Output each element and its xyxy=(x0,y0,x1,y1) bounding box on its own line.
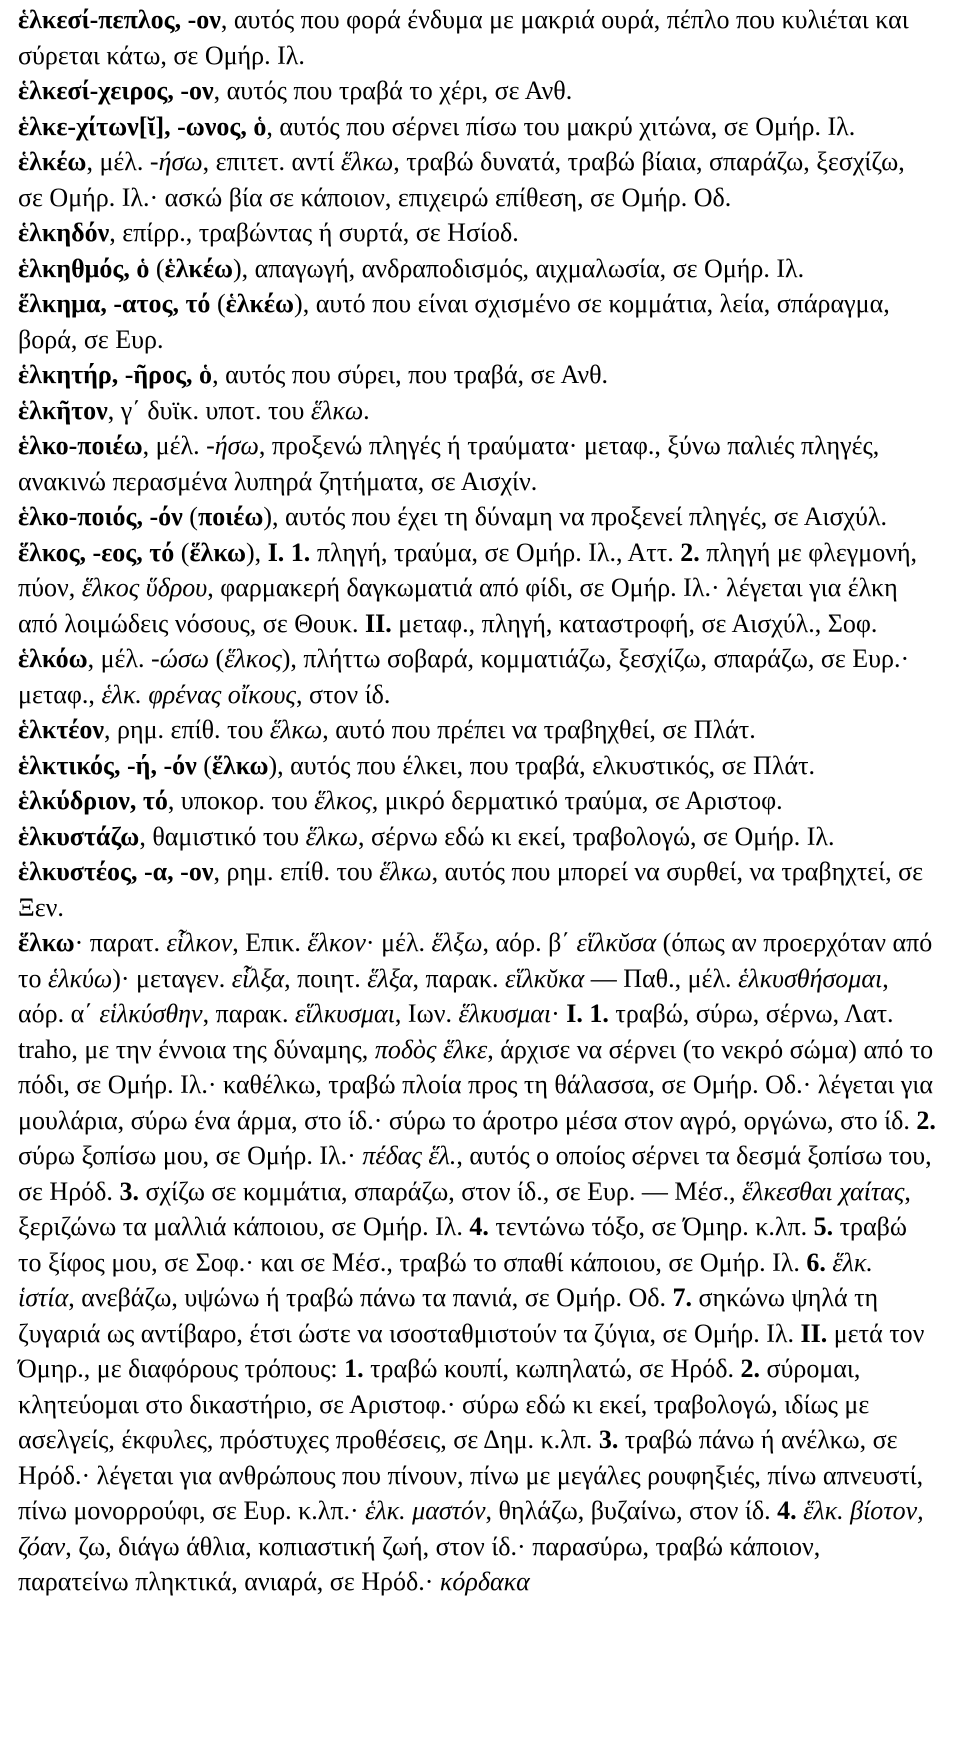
entry-italic-text: ἕλξα xyxy=(367,963,413,993)
entry-italic-text: ἕλξω xyxy=(431,928,483,957)
entry-headword: ἑλκόω xyxy=(18,644,88,673)
entry-bold-text: 6. xyxy=(806,1247,826,1277)
entry-text: , στον ίδ. xyxy=(295,679,391,709)
entry-italic-text: ἕλκω xyxy=(310,395,364,425)
entry-italic-text: πέδας ἕλ. xyxy=(362,1141,457,1170)
dictionary-entry xyxy=(18,819,936,855)
entry-italic-text: ἑλκύω xyxy=(47,963,113,993)
dictionary-page xyxy=(18,2,936,1600)
entry-text: τραβώ το ξίφος μου, σε Σοφ.· και σε Μέσ., τραβώ το σπαθί κάποιου, σε Ομήρ. Ιλ. xyxy=(18,1212,907,1277)
entry-headword: ἑλκυστέος, -α, -ον xyxy=(18,857,214,886)
dictionary-entry xyxy=(18,428,936,499)
entry-text: , ρημ. επίθ. του xyxy=(104,715,270,744)
entry-bold-text: 7. xyxy=(672,1283,692,1312)
dictionary-entry xyxy=(18,748,936,784)
entry-bold-text: 4. xyxy=(777,1496,797,1525)
entry-italic-text: ἕλκω xyxy=(340,147,394,176)
entry-text: , παρακ. xyxy=(412,963,505,993)
entry-text: , αυτός που σύρει, που τραβά, σε Ανθ. xyxy=(212,360,609,389)
entry-text: · xyxy=(551,999,567,1028)
entry-text: , αυτός που σέρνει πίσω του μακρύ χιτώνα, σε Ομήρ. Ιλ. xyxy=(266,111,856,141)
entry-bold-text: 5. xyxy=(813,1212,834,1241)
entry-italic-text: ἕλκω xyxy=(305,821,358,851)
entry-text: σχίζω σε κομμάτια, σπαράζω, στον ίδ., σε Ευρ. — Μέσ., xyxy=(138,1176,742,1206)
entry-text: , αυτός που τραβά το χέρι, σε Ανθ. xyxy=(213,76,573,105)
entry-bold-text: 2. xyxy=(916,1105,936,1135)
entry-italic-text: ἕλκ. βίοτον, ζόαν xyxy=(18,1496,924,1561)
dictionary-entry xyxy=(18,215,936,251)
entry-headword: ἑλκέω xyxy=(18,147,87,176)
entry-text: ), απαγωγή, ανδραποδισμός, αιχμαλωσία, σε Ομήρ. Ιλ. xyxy=(232,253,805,283)
entry-headword: ἑλκῆτον xyxy=(18,395,108,425)
entry-italic-text: ἕλκος ὕδρου xyxy=(81,573,208,602)
entry-italic-text: ἕλκεσθαι χαίτας xyxy=(741,1176,905,1206)
entry-text: , τραβώ δυνατά, τραβώ βίαια, σπαράζω, ξεσχίζω, σε Ομήρ. Ιλ.· ασκώ βία σε κάποιον, επιχειρώ επίθεση, σε Ομήρ. Οδ. xyxy=(18,147,905,212)
entry-headword: ἑλκυστάζω xyxy=(18,821,140,851)
entry-italic-text: εἵλκυσμαι xyxy=(295,999,395,1028)
entry-text: τεντώνω τόξο, σε Όμηρ. κ.λπ. xyxy=(488,1212,814,1241)
entry-text: , αυτός που μπορεί να συρθεί, να τραβηχτεί, σε Ξεν. xyxy=(18,857,924,922)
entry-text: ( xyxy=(182,502,198,531)
entry-text: , αυτός που φορά ένδυμα με μακριά ουρά, πέπλο που κυλιέται και σύρεται κάτω, σε Ομήρ. Ιλ. xyxy=(18,5,909,70)
dictionary-entry xyxy=(18,854,936,925)
entry-italic-text: -ήσω xyxy=(206,431,259,460)
entry-headword: ἑλκεσί-χειρος, -ον xyxy=(18,76,214,105)
entry-text: τραβώ πάνω ή ανέλκω, σε Ηρόδ.· λέγεται για ανθρώπους που πίνουν, πίνω με μεγάλες ρουφηξιές, πίνω απνευστί, πίνω μονορρούφι, σε Ευρ. κ.λπ.· xyxy=(18,1425,924,1525)
entry-italic-text: ἕλκυσμαι xyxy=(458,999,552,1028)
entry-italic-text: εἷλκον xyxy=(166,928,233,957)
entry-text: ( xyxy=(210,289,226,318)
entry-text: — Παθ., μέλ. xyxy=(584,963,739,993)
entry-text: , ποιητ. xyxy=(284,963,368,993)
entry-text: μεταφ., πληγή, καταστροφή, σε Αισχύλ., Σοφ. xyxy=(391,608,878,638)
entry-italic-text: εἵλκῠκα xyxy=(504,963,585,993)
entry-text: ( xyxy=(174,537,190,567)
entry-italic-text: εἵλκῠσα xyxy=(576,928,657,957)
entry-text: ), αυτός που έχει τη δύναμη να προξενεί πληγές, σε Αισχύλ. xyxy=(263,502,887,531)
entry-italic-text: -ώσω xyxy=(151,644,210,673)
entry-text: )· μεταγεν. xyxy=(112,963,232,993)
dictionary-entry xyxy=(18,286,936,357)
entry-text: ( xyxy=(209,644,225,673)
entry-bold-text: ποιέω xyxy=(197,502,264,531)
dictionary-entry xyxy=(18,357,936,393)
entry-text: τραβώ κουπί, κωπηλατώ, σε Ηρόδ. xyxy=(363,1354,741,1383)
dictionary-entry xyxy=(18,73,936,109)
entry-text: , υποκορ. του xyxy=(167,786,315,815)
entry-bold-text: 3. xyxy=(119,1176,139,1206)
entry-text: (όπως αν προερχόταν από το xyxy=(18,928,933,993)
entry-text: , Επικ. xyxy=(232,928,308,957)
entry-bold-text: II. xyxy=(365,608,392,638)
entry-text: . xyxy=(363,395,370,425)
entry-text: , Ιων. xyxy=(394,999,459,1028)
entry-text: ), αυτό που είναι σχισμένο σε κομμάτια, λεία, σπάραγμα, βορά, σε Ευρ. xyxy=(18,289,890,354)
entry-text: · παρατ. xyxy=(74,928,167,957)
entry-bold-text: I. 1. xyxy=(566,999,609,1028)
dictionary-entry xyxy=(18,2,936,73)
dictionary-entry xyxy=(18,393,936,429)
entry-headword: ἑλκεσί-πεπλος, -ον xyxy=(18,5,221,34)
entry-headword: ἕλκω xyxy=(18,928,75,957)
entry-text: σύρω ξοπίσω μου, σε Ομήρ. Ιλ.· xyxy=(18,1141,363,1170)
entry-text: ), πλήττω σοβαρά, κομματιάζω, ξεσχίζω, σπαράζω, σε Ευρ.· μεταφ., xyxy=(18,644,910,709)
entry-text: , γ΄ δυϊκ. υποτ. του xyxy=(107,395,311,425)
entry-italic-text: ἑλκ. μαστόν xyxy=(365,1496,486,1525)
entry-text: μετά τον Όμηρ., με διαφόρους τρόπους: xyxy=(18,1318,925,1383)
entry-italic-text: κόρδακα xyxy=(439,1567,530,1596)
entry-text: , αόρ. α΄ xyxy=(18,963,889,1028)
dictionary-entry xyxy=(18,109,936,145)
entry-text: , ανεβάζω, υψώνω ή τραβώ πάνω τα πανιά, σε Ομήρ. Οδ. xyxy=(68,1283,673,1312)
entry-text: , μικρό δερματικό τραύμα, σε Αριστοφ. xyxy=(371,786,783,815)
entry-text: πληγή, τραύμα, σε Ομήρ. Ιλ., Αττ. xyxy=(310,537,681,567)
entry-bold-text: 2. xyxy=(740,1354,760,1383)
entry-bold-text: 2. xyxy=(680,537,700,567)
entry-text: , ξεριζώνω τα μαλλιά κάποιου, σε Ομήρ. Ιλ. xyxy=(18,1176,911,1241)
entry-text: , μέλ. xyxy=(86,147,150,176)
entry-headword: ἑλκο-ποιός, -όν xyxy=(18,502,183,531)
entry-headword: ἑλκο-ποιέω xyxy=(18,431,143,460)
entry-text: , σέρνω εδώ κι εκεί, τραβολογώ, σε Ομήρ. Ιλ. xyxy=(357,821,835,851)
entry-text: , ρημ. επίθ. του xyxy=(213,857,380,886)
entry-bold-text: 4. xyxy=(469,1212,489,1241)
dictionary-entry xyxy=(18,925,936,1600)
entry-headword: ἕλκος, -εος, τό xyxy=(18,537,175,567)
entry-text: , μέλ. xyxy=(87,644,152,673)
entry-headword: ἑλκε-χίτων[ῐ], -ωνος, ὁ xyxy=(18,111,267,141)
entry-bold-text: I. 1. xyxy=(267,537,311,567)
entry-text: ), xyxy=(246,537,268,567)
entry-headword: ἑλκητήρ, -ῆρος, ὁ xyxy=(18,360,213,389)
entry-text: τραβώ, σύρω, σέρνω, Λατ. traho, με την έννοια της δύναμης, xyxy=(18,999,894,1064)
entry-italic-text: εἱλκύσθην xyxy=(99,999,203,1028)
entry-headword: ἑλκηθμός, ὁ xyxy=(18,253,150,283)
entry-bold-text: ἕλκω xyxy=(189,537,247,567)
entry-italic-text: ἕλκ. ἱστία xyxy=(18,1247,873,1312)
entry-italic-text: ἕλκον xyxy=(307,928,366,957)
entry-italic-text: -ήσω xyxy=(149,147,203,176)
entry-headword: ἕλκημα, -ατος, τό xyxy=(18,289,211,318)
entry-bold-text: ἑλκέω xyxy=(225,289,295,318)
entry-bold-text: 1. xyxy=(344,1354,364,1383)
entry-text: , προξενώ πληγές ή τραύματα· μεταφ., ξύνω παλιές πληγές, ανακινώ περασμένα λυπηρά ζητήματα, σε Αισχίν. xyxy=(18,431,880,496)
entry-bold-text: ἕλκω xyxy=(211,750,269,780)
entry-text: , επίρρ., τραβώντας ή συρτά, σε Ησίοδ. xyxy=(109,218,519,247)
entry-italic-text: ἕλκω xyxy=(269,715,323,744)
entry-text: , αόρ. β΄ xyxy=(482,928,577,957)
entry-bold-text: II. xyxy=(800,1318,828,1348)
entry-italic-text: ἕλκος xyxy=(224,644,282,673)
entry-headword: ἑλκτικός, -ή, -όν xyxy=(18,750,197,780)
dictionary-entry xyxy=(18,499,936,535)
entry-text: , θηλάζω, βυζαίνω, στον ίδ. xyxy=(485,1496,778,1525)
dictionary-entry xyxy=(18,783,936,819)
entry-text: , παρακ. xyxy=(202,999,296,1028)
entry-text: , άρχισε να σέρνει (το νεκρό σώμα) από το πόδι, σε Ομήρ. Ιλ.· καθέλκω, τραβώ πλοία προς τη θάλασσα, σε Ομήρ. Οδ.· λέγεται για μουλάρια, σύρω ένα άρμα, στο ίδ.· σύρω το άροτρο μέσα στον αγρό, οργώνω, στο ίδ. xyxy=(18,1034,934,1135)
entry-text: πληγή με φλεγμονή, πύον, xyxy=(18,537,918,602)
dictionary-entry xyxy=(18,144,936,215)
entry-italic-text: εἷλξα xyxy=(231,963,285,993)
entry-text: , μέλ. xyxy=(142,431,207,460)
entry-text: , επιτετ. αντί xyxy=(202,147,341,176)
entry-text: σύρομαι, κλητεύομαι στο δικαστήριο, σε Αριστοφ.· σύρω εδώ κι εκεί, τραβολογώ, ιδίως με ασελγείς, έκφυλες, πρόστυχες προθέσεις, σε Δημ. κ.λπ. xyxy=(18,1354,870,1454)
entry-text: , αυτός ο οποίος σέρνει τα δεσμά ξοπίσω του, σε Ηρόδ. xyxy=(18,1141,932,1206)
entry-italic-text: ἕλκω xyxy=(379,857,432,886)
entry-text: · μέλ. xyxy=(365,928,432,957)
entry-text: σηκώνω ψηλά τη ζυγαριά ως αντίβαρο, έτσι ώστε να ισοσταθμιστούν τα ζύγια, σε Ομήρ. Ιλ. xyxy=(18,1283,879,1348)
entry-bold-text: 3. xyxy=(598,1425,619,1454)
entry-text: , θαμιστικό του xyxy=(139,821,306,851)
dictionary-entry xyxy=(18,712,936,748)
entry-italic-text: ἕλκος xyxy=(314,786,372,815)
entry-text: ), αυτός που έλκει, που τραβά, ελκυστικός, σε Πλάτ. xyxy=(268,750,816,780)
entry-italic-text: ἑλκυσθήσομαι xyxy=(738,963,883,993)
entry-headword: ἑλκύδριον, τό xyxy=(18,786,168,815)
entry-text: ( xyxy=(149,253,165,283)
dictionary-entry xyxy=(18,641,936,712)
entry-bold-text: ἑλκέω xyxy=(164,253,233,283)
entry-italic-text: ἑλκ. φρένας οἴκους xyxy=(101,679,296,709)
dictionary-entry xyxy=(18,535,936,642)
entry-text: , αυτό που πρέπει να τραβηχθεί, σε Πλάτ. xyxy=(322,715,756,744)
entry-text: ( xyxy=(196,750,212,780)
entry-headword: ἑλκηδόν xyxy=(18,218,110,247)
entry-text: , φαρμακερή δαγκωματιά από φίδι, σε Ομήρ. Ιλ.· λέγεται για έλκη από λοιμώδεις νόσους, σε Θουκ. xyxy=(18,573,898,638)
dictionary-entry xyxy=(18,251,936,287)
entry-italic-text: ποδὸς ἕλκε xyxy=(374,1034,488,1064)
entry-headword: ἑλκτέον xyxy=(18,715,105,744)
entry-text: , ζω, διάγω άθλια, κοπιαστική ζωή, στον ίδ.· παρασύρω, τραβώ κάποιον, παρατείνω πληκτικά, ανιαρά, σε Ηρόδ.· xyxy=(18,1531,821,1596)
